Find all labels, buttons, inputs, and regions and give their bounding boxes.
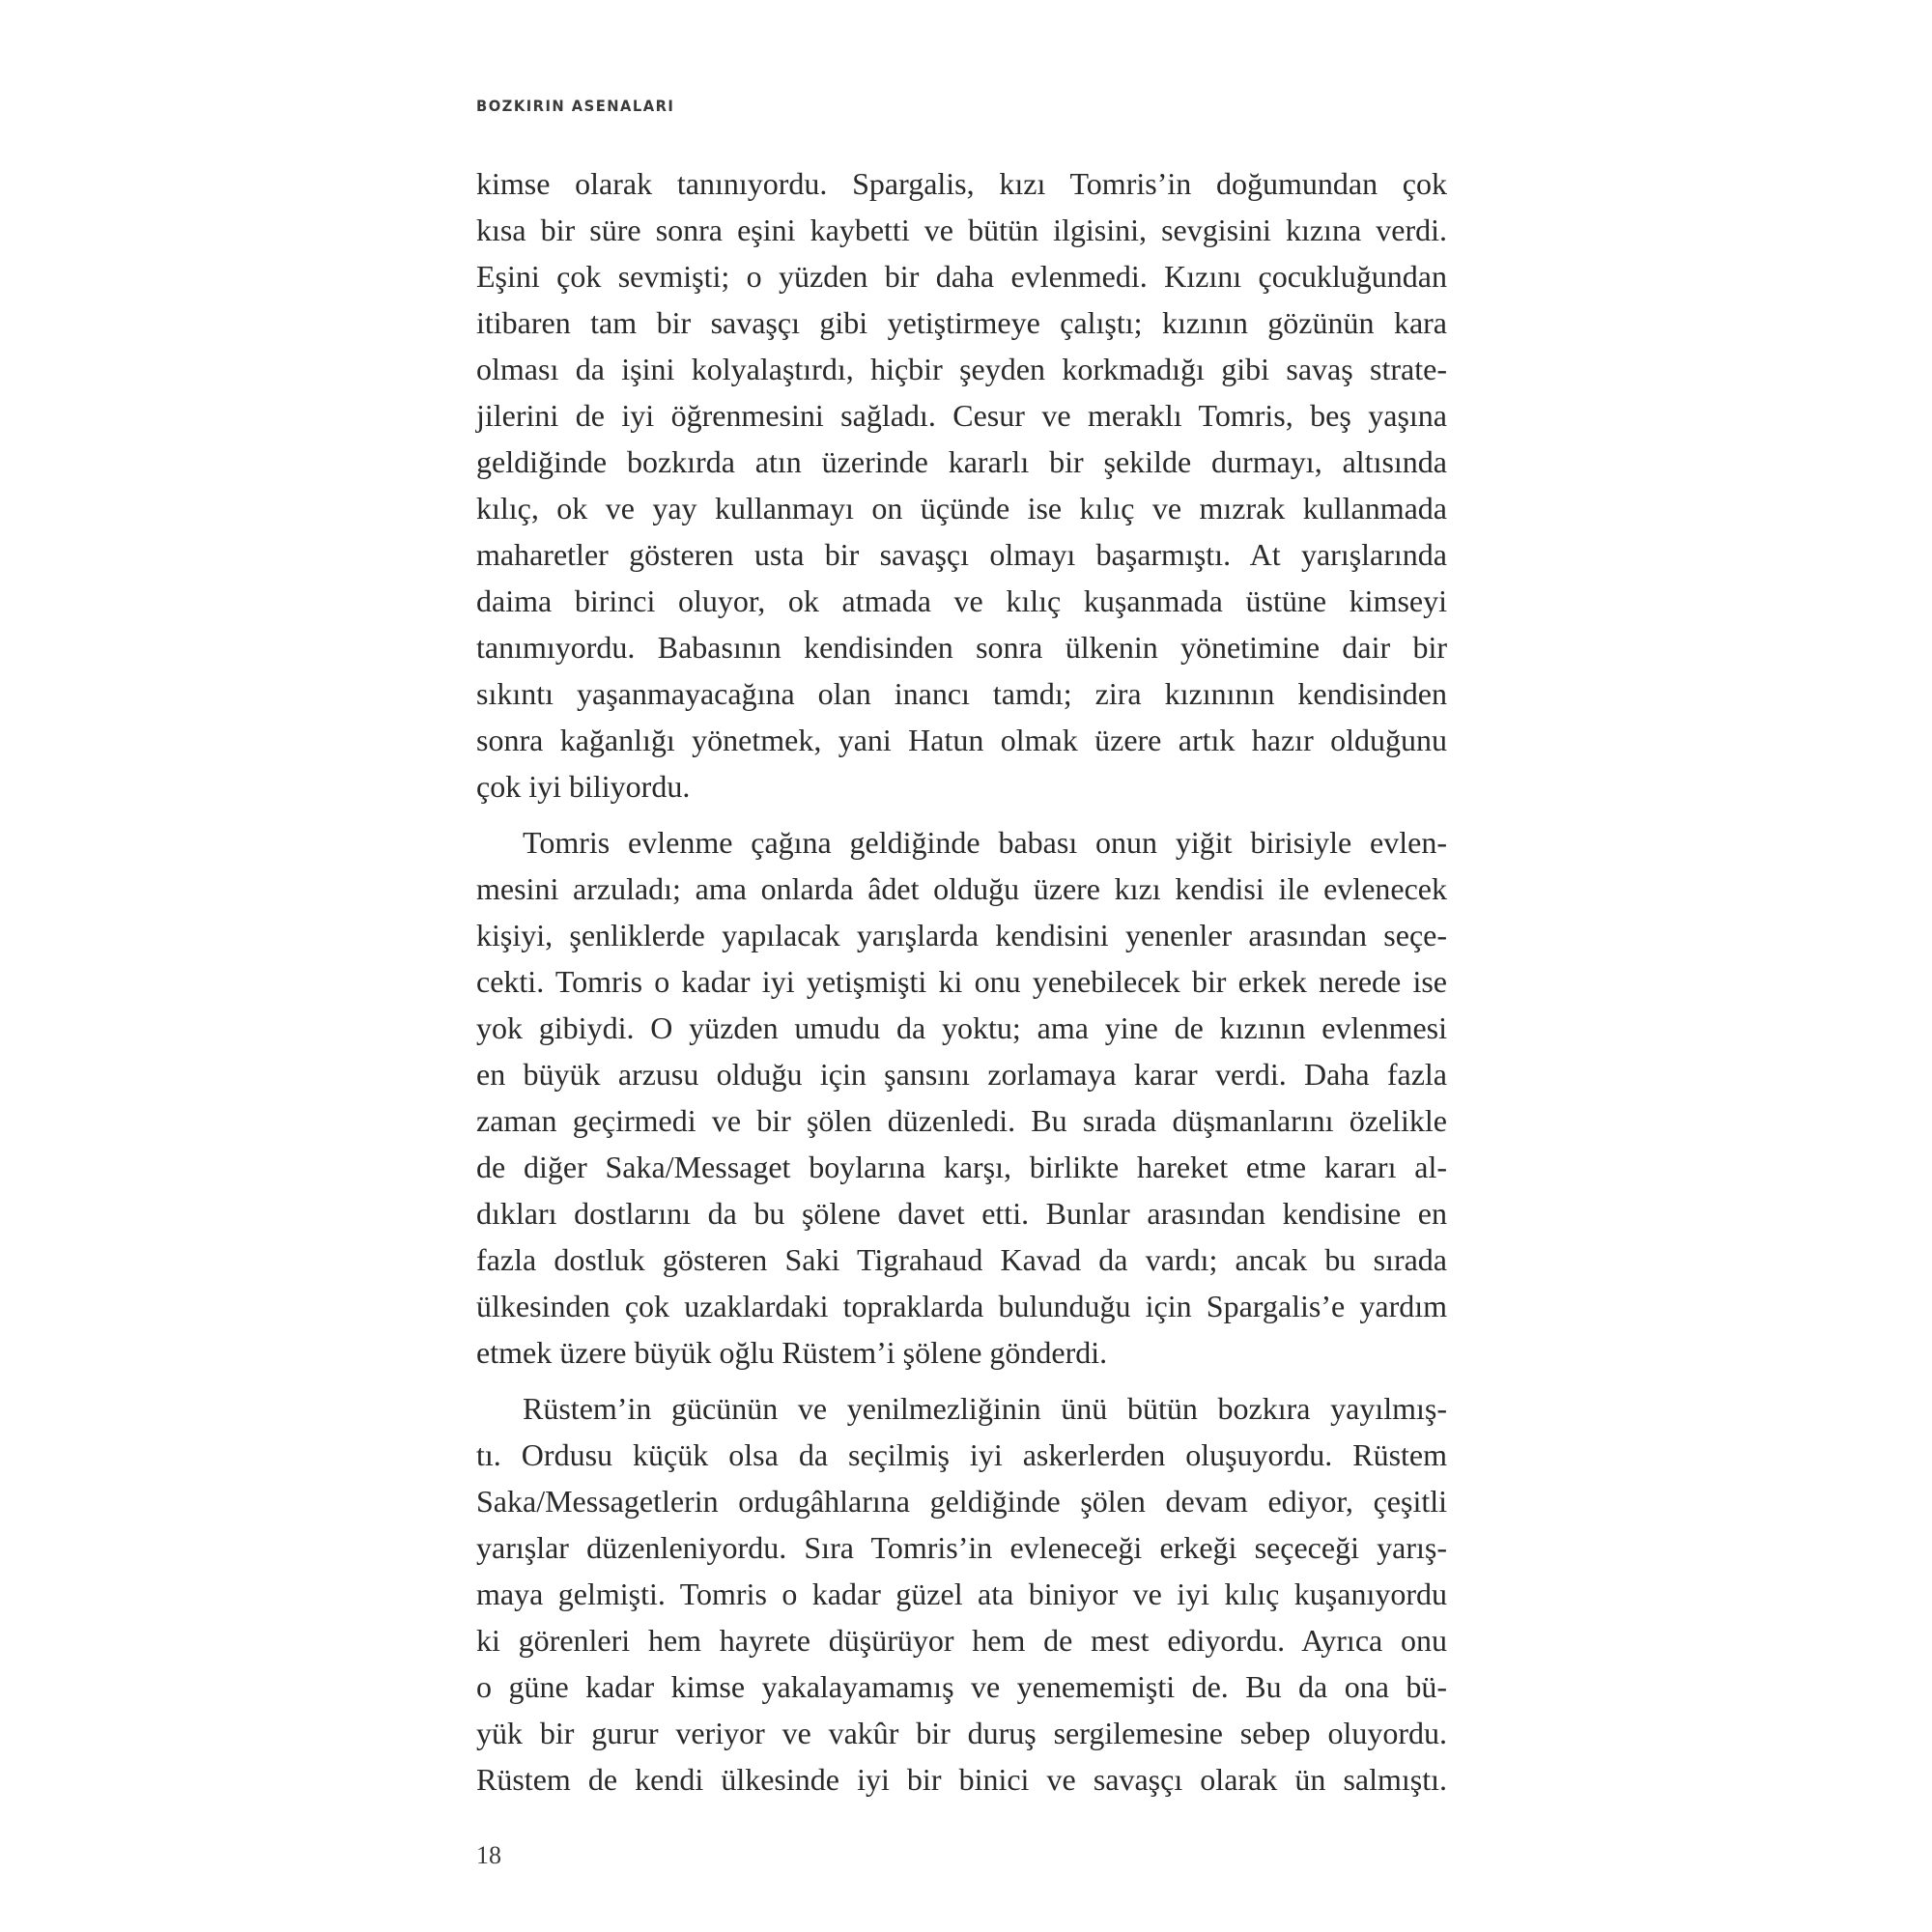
paragraph-2: [476, 819, 1447, 1376]
paragraph-1: [476, 160, 1447, 810]
text-line: Rüstem’in gücünün ve yenilmezliğinin ünü bütün bozkıra yayılmış-: [523, 1391, 1447, 1426]
text-line: sonra kağanlığı yönetmek, yani Hatun olmak üzere artık hazır olduğunu: [476, 723, 1447, 757]
text-line: mesini arzuladı; ama onlarda âdet olduğu üzere kızı kendisi ile evlenecek: [476, 871, 1447, 906]
text-line: itibaren tam bir savaşçı gibi yetiştirmeye çalıştı; kızının gözünün kara: [476, 305, 1447, 340]
text-line: maharetler gösteren usta bir savaşçı olmayı başarmıştı. At yarışlarında: [476, 537, 1447, 572]
text-line: cekti. Tomris o kadar iyi yetişmişti ki onu yenebilecek bir erkek nerede ise: [476, 964, 1447, 999]
text-line: fazla dostluk gösteren Saki Tigrahaud Kavad da vardı; ancak bu sırada: [476, 1242, 1447, 1277]
text-line: kimse olarak tanınıyordu. Spargalis, kızı Tomris’in doğumundan çok: [476, 166, 1447, 201]
text-line: geldiğinde bozkırda atın üzerinde kararlı bir şekilde durmayı, altısında: [476, 444, 1447, 479]
text-line: zaman geçirmedi ve bir şölen düzenledi. Bu sırada düşmanlarını özelikle: [476, 1103, 1447, 1138]
text-line: ülkesinden çok uzaklardaki topraklarda bulunduğu için Spargalis’e yardım: [476, 1289, 1447, 1323]
text-line: kişiyi, şenliklerde yapılacak yarışlarda kendisini yenenler arasından seçe-: [476, 918, 1447, 952]
text-line: olması da işini kolyalaştırdı, hiçbir şeyden korkmadığı gibi savaş strate-: [476, 352, 1447, 386]
page-number: 18: [476, 1841, 501, 1869]
text-line: Rüstem de kendi ülkesinde iyi bir binici ve savaşçı olarak ün salmıştı.: [476, 1762, 1447, 1797]
text-line: ki görenleri hem hayrete düşürüyor hem de mest ediyordu. Ayrıca onu: [476, 1623, 1447, 1658]
text-line: çok iyi biliyordu.: [476, 769, 691, 804]
text-line: etmek üzere büyük oğlu Rüstem’i şölene gönderdi.: [476, 1335, 1108, 1370]
text-line: de diğer Saka/Messaget boylarına karşı, birlikte hareket etme kararı al-: [476, 1150, 1447, 1184]
text-line: yok gibiydi. O yüzden umudu da yoktu; ama yine de kızının evlenmesi: [476, 1010, 1447, 1045]
text-line: sıkıntı yaşanmayacağına olan inancı tamdı; zira kızınının kendisinden: [476, 676, 1447, 711]
text-line: daima birinci oluyor, ok atmada ve kılıç kuşanmada üstüne kimseyi: [476, 583, 1447, 618]
text-line: tı. Ordusu küçük olsa da seçilmiş iyi askerlerden oluşuyordu. Rüstem: [476, 1437, 1447, 1472]
running-header: BOZKIRIN ASENALARI: [476, 97, 675, 115]
text-line: kılıç, ok ve yay kullanmayı on üçünde ise kılıç ve mızrak kullanmada: [476, 491, 1447, 526]
paragraph-3: [476, 1385, 1447, 1803]
text-line: jilerini de iyi öğrenmesini sağladı. Cesur ve meraklı Tomris, beş yaşına: [476, 398, 1447, 433]
text-line: tanımıyordu. Babasının kendisinden sonra ülkenin yönetimine dair bir: [476, 630, 1447, 665]
text-line: maya gelmişti. Tomris o kadar güzel ata biniyor ve iyi kılıç kuşanıyordu: [476, 1577, 1447, 1611]
text-line: kısa bir süre sonra eşini kaybetti ve bütün ilgisini, sevgisini kızına verdi.: [476, 213, 1447, 247]
body-text: [476, 160, 1447, 1803]
text-line: yarışlar düzenleniyordu. Sıra Tomris’in evleneceği erkeği seçeceği yarış-: [476, 1530, 1447, 1565]
text-line: yük bir gurur veriyor ve vakûr bir duruş sergilemesine sebep oluyordu.: [476, 1716, 1447, 1750]
text-line: dıkları dostlarını da bu şölene davet etti. Bunlar arasından kendisine en: [476, 1196, 1447, 1231]
text-line: Saka/Messagetlerin ordugâhlarına geldiğinde şölen devam ediyor, çeşitli: [476, 1484, 1447, 1519]
text-line: en büyük arzusu olduğu için şansını zorlamaya karar verdi. Daha fazla: [476, 1057, 1447, 1092]
text-line: Eşini çok sevmişti; o yüzden bir daha evlenmedi. Kızını çocukluğundan: [476, 259, 1447, 294]
text-line: o güne kadar kimse yakalayamamış ve yenememişti de. Bu da ona bü-: [476, 1669, 1447, 1704]
text-line: Tomris evlenme çağına geldiğinde babası onun yiğit birisiyle evlen-: [523, 825, 1447, 860]
